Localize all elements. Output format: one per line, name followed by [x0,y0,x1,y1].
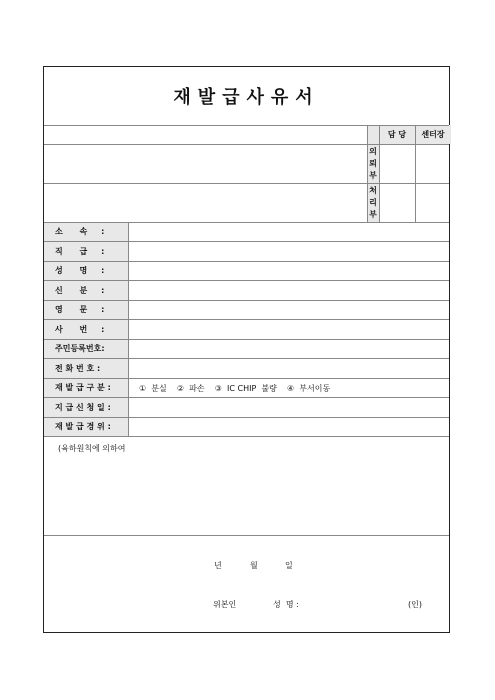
label-column-divider [128,222,129,437]
request-dept-char-2: 뢰 [369,158,377,168]
row-divider [44,280,449,281]
row-divider [44,535,449,536]
label-english-name: 영 문 : [44,300,128,319]
approval-header-shade [367,125,379,144]
row-divider [44,417,449,418]
process-dept-char-3: 부 [369,209,377,219]
row-divider [44,261,449,262]
label-request-date: 지 급 신 청 일 : [44,398,128,417]
date-month-label: 월 [250,561,258,570]
approval-sign-box-process-in-charge[interactable] [380,184,415,222]
request-date-field[interactable] [129,398,450,417]
row-divider [44,222,449,223]
reissue-history-field[interactable] [129,417,450,436]
process-dept-char-2: 리 [369,197,377,207]
form-title: 재발급사유서 [173,87,320,108]
date-year-label: 년 [214,561,222,570]
approval-divider [367,125,368,222]
label-rank: 직 급 : [44,242,128,261]
seal-label: (인) [408,600,422,609]
signer-name-field[interactable] [306,595,402,611]
approval-col-center-head: 센터장 [415,125,451,144]
approval-sign-box-request-center-head[interactable] [416,145,451,183]
reissue-reason-form [43,66,450,633]
label-name: 성 명 : [44,261,128,280]
affiliation-field[interactable] [129,222,450,241]
row-divider [44,144,449,145]
request-dept-char-1: 의 [369,146,377,156]
approval-row-process-dept [367,183,379,222]
row-divider [44,339,449,340]
approval-col-in-charge: 담 당 [379,125,415,144]
signer-name-label: 성 명 : [273,600,299,609]
row-divider [44,300,449,301]
request-dept-char-3: 부 [369,170,377,180]
label-employee-no: 사 번 : [44,320,128,339]
row-divider [44,397,449,398]
row-divider [44,358,449,359]
status-field[interactable] [129,281,450,300]
approval-sign-box-process-center-head[interactable] [416,184,451,222]
label-affiliation: 소 속 : [44,222,128,241]
reissue-type-options[interactable]: ① 분실 ② 파손 ③ IC CHIP 불량 ④ 부서이동 [139,384,331,393]
name-field[interactable] [129,261,450,280]
process-dept-char-1: 처 [369,185,377,195]
label-reissue-history: 재 발 급 경 위 : [44,417,128,436]
approval-divider [379,125,380,222]
approval-divider [415,125,416,222]
signer-delegate-label: 위본인 [213,600,237,609]
row-divider [44,319,449,320]
row-divider [44,125,449,126]
rank-field[interactable] [129,242,450,261]
approval-sign-box-request-in-charge[interactable] [380,145,415,183]
approval-row-request-dept [367,144,379,183]
row-divider [44,241,449,242]
english-name-field[interactable] [129,300,450,319]
employee-no-field[interactable] [129,320,450,339]
row-divider [44,378,449,379]
date-day-label: 일 [285,561,293,570]
phone-field[interactable] [129,359,450,378]
row-divider [44,183,449,184]
resident-no-field[interactable] [129,339,450,358]
label-status: 신 분 : [44,281,128,300]
label-reissue-type: 재 발 급 구 분 : [44,378,128,397]
label-resident-no: 주민등록번호: [44,339,128,358]
reason-placeholder: (육하원칙에 의하여 [58,444,126,453]
label-phone: 전 화 번 호 : [44,359,128,378]
